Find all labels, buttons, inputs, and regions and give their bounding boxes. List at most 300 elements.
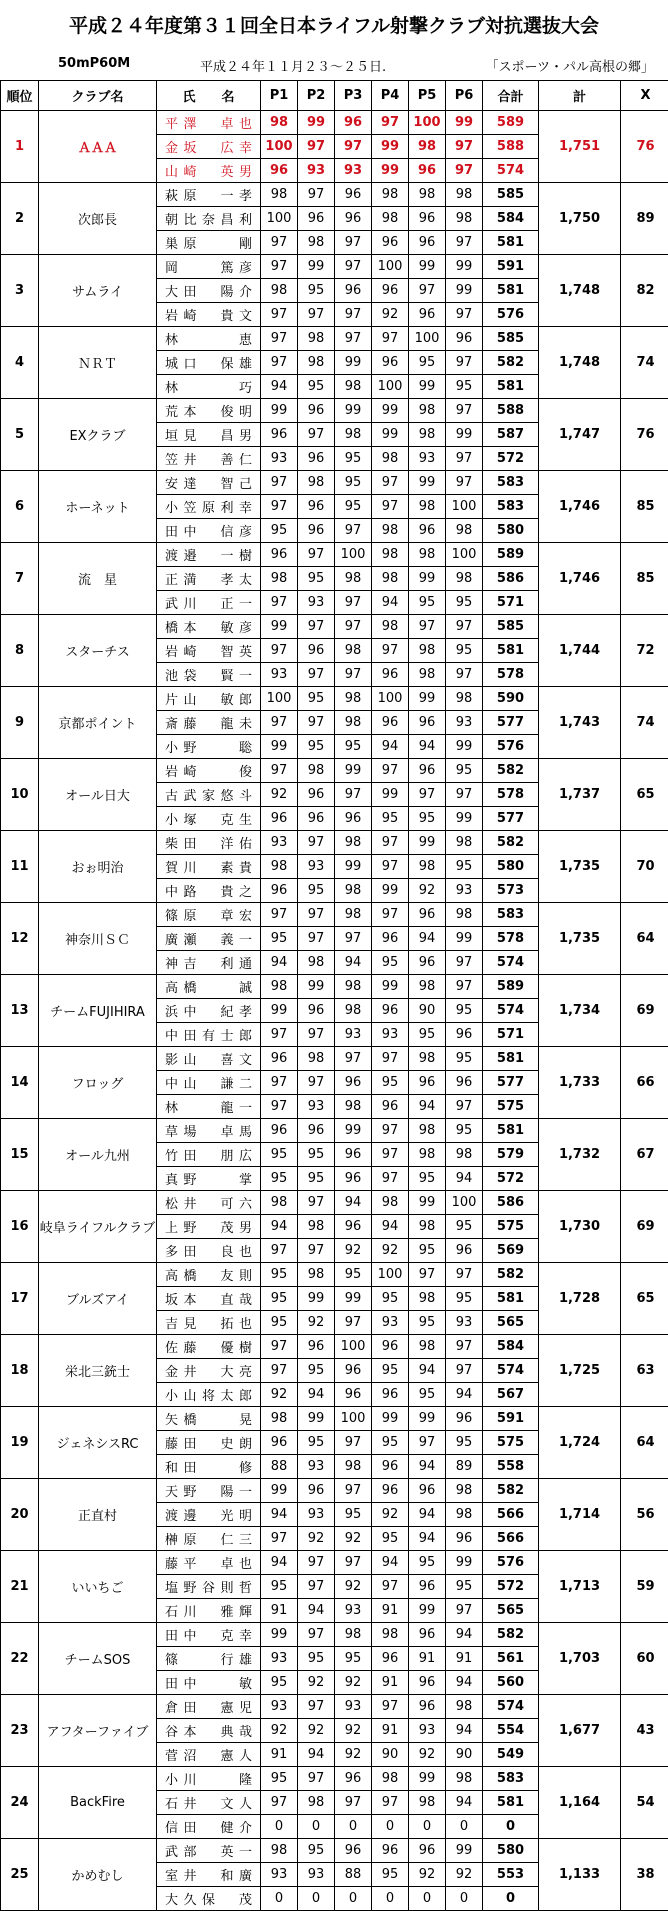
series-score-p3: 99 — [335, 1119, 372, 1143]
shooter-name: 石井 文人 — [157, 1791, 261, 1815]
shooter-total: 582 — [483, 759, 539, 783]
shooter-name: 渡邊 光明 — [157, 1503, 261, 1527]
header-name: 氏 名 — [157, 81, 261, 111]
team-rank: 10 — [1, 759, 39, 831]
series-score-p2: 97 — [298, 183, 335, 207]
series-score-p2: 97 — [298, 1239, 335, 1263]
series-score-p1: 98 — [261, 1191, 298, 1215]
shooter-total: 583 — [483, 1767, 539, 1791]
series-score-p4: 96 — [372, 1455, 409, 1479]
series-score-p5: 96 — [409, 1575, 446, 1599]
shooter-total: 577 — [483, 807, 539, 831]
series-score-p5: 94 — [409, 1503, 446, 1527]
series-score-p2: 98 — [298, 1215, 335, 1239]
series-score-p5: 95 — [409, 807, 446, 831]
series-score-p5: 98 — [409, 1215, 446, 1239]
series-score-p3: 92 — [335, 1239, 372, 1263]
team-rank: 24 — [1, 1767, 39, 1839]
team-club-name: オール九州 — [39, 1119, 157, 1191]
team-club-name: 正直村 — [39, 1479, 157, 1551]
series-score-p1: 96 — [261, 1047, 298, 1071]
shooter-name: 倉田 憲児 — [157, 1695, 261, 1719]
series-score-p1: 96 — [261, 543, 298, 567]
series-score-p5: 100 — [409, 327, 446, 351]
series-score-p2: 98 — [298, 759, 335, 783]
series-score-p1: 97 — [261, 471, 298, 495]
shooter-total: 571 — [483, 591, 539, 615]
series-score-p5: 94 — [409, 1527, 446, 1551]
series-score-p6: 95 — [446, 1215, 483, 1239]
team-grand-total: 1,743 — [539, 687, 621, 759]
series-score-p4: 99 — [372, 879, 409, 903]
series-score-p2: 97 — [298, 135, 335, 159]
series-score-p2: 95 — [298, 1167, 335, 1191]
shooter-total: 572 — [483, 447, 539, 471]
series-score-p1: 92 — [261, 783, 298, 807]
series-score-p2: 98 — [298, 327, 335, 351]
team-grand-total: 1,677 — [539, 1695, 621, 1767]
series-score-p2: 94 — [298, 1743, 335, 1767]
series-score-p5: 0 — [409, 1815, 446, 1839]
team-club-name: 神奈川ＳＣ — [39, 903, 157, 975]
shooter-name: 岩崎 貴文 — [157, 303, 261, 327]
series-score-p6: 99 — [446, 1839, 483, 1863]
table-row — [1, 831, 668, 855]
team-x-count: 76 — [621, 399, 668, 471]
series-score-p1: 95 — [261, 1143, 298, 1167]
series-score-p6: 98 — [446, 1767, 483, 1791]
series-score-p2: 97 — [298, 303, 335, 327]
shooter-name: 中田有士郎 — [157, 1023, 261, 1047]
series-score-p2: 97 — [298, 1551, 335, 1575]
series-score-p1: 95 — [261, 1671, 298, 1695]
shooter-total: 560 — [483, 1671, 539, 1695]
series-score-p3: 98 — [335, 879, 372, 903]
shooter-name: 神吉 利通 — [157, 951, 261, 975]
series-score-p1: 96 — [261, 1431, 298, 1455]
team-x-count: 65 — [621, 759, 668, 831]
team-x-count: 64 — [621, 903, 668, 975]
table-row — [1, 1623, 668, 1647]
series-score-p4: 96 — [372, 711, 409, 735]
series-score-p2: 92 — [298, 1311, 335, 1335]
series-score-p3: 97 — [335, 327, 372, 351]
table-row — [1, 975, 668, 999]
shooter-name: 松井 可六 — [157, 1191, 261, 1215]
series-score-p6: 100 — [446, 495, 483, 519]
series-score-p5: 93 — [409, 1719, 446, 1743]
series-score-p3: 100 — [335, 543, 372, 567]
series-score-p1: 0 — [261, 1815, 298, 1839]
team-grand-total: 1,746 — [539, 471, 621, 543]
team-x-count: 63 — [621, 1335, 668, 1407]
series-score-p1: 100 — [261, 687, 298, 711]
team-grand-total: 1,713 — [539, 1551, 621, 1623]
shooter-name: 萩原 一孝 — [157, 183, 261, 207]
team-club-name: 京都ポイント — [39, 687, 157, 759]
team-grand-total: 1,714 — [539, 1479, 621, 1551]
series-score-p1: 94 — [261, 1503, 298, 1527]
shooter-total: 576 — [483, 303, 539, 327]
table-row — [1, 1695, 668, 1719]
series-score-p1: 94 — [261, 1215, 298, 1239]
team-club-name: ジェネシスRC — [39, 1407, 157, 1479]
team-club-name: ＡＡＡ — [39, 111, 157, 183]
series-score-p4: 96 — [372, 663, 409, 687]
shooter-name: 片山 敏郎 — [157, 687, 261, 711]
series-score-p2: 98 — [298, 951, 335, 975]
table-row — [1, 327, 668, 351]
shooter-total: 573 — [483, 879, 539, 903]
series-score-p1: 99 — [261, 999, 298, 1023]
series-score-p6: 96 — [446, 327, 483, 351]
header-rank: 順位 — [1, 81, 39, 111]
series-score-p1: 98 — [261, 855, 298, 879]
series-score-p4: 98 — [372, 1767, 409, 1791]
series-score-p3: 96 — [335, 1071, 372, 1095]
team-rank: 23 — [1, 1695, 39, 1767]
series-score-p3: 96 — [335, 279, 372, 303]
series-score-p5: 97 — [409, 783, 446, 807]
series-score-p5: 95 — [409, 1239, 446, 1263]
event-code: 50mP60M — [58, 56, 130, 71]
team-rank: 2 — [1, 183, 39, 255]
team-club-name: かめむし — [39, 1839, 157, 1911]
shooter-name: 林 巧 — [157, 375, 261, 399]
series-score-p5: 96 — [409, 903, 446, 927]
team-rank: 9 — [1, 687, 39, 759]
team-x-count: 65 — [621, 1263, 668, 1335]
series-score-p3: 97 — [335, 1791, 372, 1815]
series-score-p5: 99 — [409, 471, 446, 495]
series-score-p4: 95 — [372, 951, 409, 975]
series-score-p6: 100 — [446, 543, 483, 567]
shooter-name: 上野 茂男 — [157, 1215, 261, 1239]
shooter-total: 567 — [483, 1383, 539, 1407]
series-score-p5: 95 — [409, 591, 446, 615]
shooter-name: 垣見 昌男 — [157, 423, 261, 447]
series-score-p5: 98 — [409, 135, 446, 159]
series-score-p3: 0 — [335, 1815, 372, 1839]
series-score-p4: 97 — [372, 1119, 409, 1143]
shooter-name: 影山 喜文 — [157, 1047, 261, 1071]
shooter-name: 城口 保雄 — [157, 351, 261, 375]
series-score-p4: 99 — [372, 423, 409, 447]
series-score-p2: 97 — [298, 1695, 335, 1719]
table-row — [1, 471, 668, 495]
series-score-p6: 98 — [446, 831, 483, 855]
team-rank: 14 — [1, 1047, 39, 1119]
series-score-p6: 97 — [446, 663, 483, 687]
shooter-name: 篠原 章宏 — [157, 903, 261, 927]
series-score-p6: 95 — [446, 759, 483, 783]
series-score-p4: 0 — [372, 1887, 409, 1911]
team-rank: 11 — [1, 831, 39, 903]
series-score-p4: 98 — [372, 567, 409, 591]
series-score-p4: 97 — [372, 471, 409, 495]
table-row — [1, 111, 668, 135]
series-score-p2: 97 — [298, 1575, 335, 1599]
shooter-name: 信田 健介 — [157, 1815, 261, 1839]
series-score-p6: 98 — [446, 207, 483, 231]
series-score-p3: 96 — [335, 1143, 372, 1167]
header-p2: P2 — [298, 81, 335, 111]
series-score-p3: 93 — [335, 1023, 372, 1047]
shooter-total: 575 — [483, 1095, 539, 1119]
series-score-p5: 92 — [409, 1863, 446, 1887]
series-score-p5: 98 — [409, 183, 446, 207]
series-score-p1: 93 — [261, 1647, 298, 1671]
team-grand-total: 1,748 — [539, 255, 621, 327]
shooter-name: 大田 陽介 — [157, 279, 261, 303]
series-score-p3: 98 — [335, 711, 372, 735]
series-score-p4: 96 — [372, 351, 409, 375]
shooter-name: 武川 正一 — [157, 591, 261, 615]
team-rank: 8 — [1, 615, 39, 687]
table-row — [1, 255, 668, 279]
series-score-p2: 95 — [298, 279, 335, 303]
header-row — [1, 81, 668, 111]
team-rank: 21 — [1, 1551, 39, 1623]
series-score-p6: 97 — [446, 1263, 483, 1287]
shooter-name: 和田 修 — [157, 1455, 261, 1479]
series-score-p5: 96 — [409, 951, 446, 975]
shooter-total: 581 — [483, 1047, 539, 1071]
series-score-p2: 93 — [298, 1863, 335, 1887]
series-score-p1: 0 — [261, 1887, 298, 1911]
series-score-p4: 91 — [372, 1719, 409, 1743]
team-club-name: フロッグ — [39, 1047, 157, 1119]
series-score-p2: 96 — [298, 999, 335, 1023]
team-club-name: アフターファイブ — [39, 1695, 157, 1767]
series-score-p5: 98 — [409, 663, 446, 687]
series-score-p4: 95 — [372, 1287, 409, 1311]
series-score-p4: 91 — [372, 1671, 409, 1695]
series-score-p1: 99 — [261, 1623, 298, 1647]
team-x-count: 82 — [621, 255, 668, 327]
team-grand-total: 1,133 — [539, 1839, 621, 1911]
series-score-p3: 97 — [335, 135, 372, 159]
series-score-p6: 93 — [446, 1311, 483, 1335]
series-score-p2: 95 — [298, 735, 335, 759]
series-score-p3: 97 — [335, 783, 372, 807]
series-score-p1: 97 — [261, 327, 298, 351]
series-score-p3: 0 — [335, 1887, 372, 1911]
shooter-total: 582 — [483, 1623, 539, 1647]
team-club-name: 栄北三銃士 — [39, 1335, 157, 1407]
series-score-p3: 97 — [335, 255, 372, 279]
team-grand-total: 1,746 — [539, 543, 621, 615]
series-score-p5: 99 — [409, 687, 446, 711]
series-score-p4: 99 — [372, 159, 409, 183]
series-score-p2: 96 — [298, 519, 335, 543]
shooter-total: 588 — [483, 135, 539, 159]
shooter-name: 室井 和廣 — [157, 1863, 261, 1887]
series-score-p5: 97 — [409, 1263, 446, 1287]
header-p5: P5 — [409, 81, 446, 111]
series-score-p6: 98 — [446, 903, 483, 927]
series-score-p2: 96 — [298, 207, 335, 231]
team-x-count: 69 — [621, 1191, 668, 1263]
series-score-p1: 100 — [261, 135, 298, 159]
series-score-p4: 97 — [372, 1143, 409, 1167]
series-score-p1: 95 — [261, 1767, 298, 1791]
team-grand-total: 1,733 — [539, 1047, 621, 1119]
series-score-p5: 96 — [409, 1623, 446, 1647]
team-rank: 1 — [1, 111, 39, 183]
series-score-p6: 99 — [446, 111, 483, 135]
shooter-name: 池袋 賢一 — [157, 663, 261, 687]
series-score-p4: 98 — [372, 615, 409, 639]
series-score-p4: 90 — [372, 1743, 409, 1767]
series-score-p1: 99 — [261, 615, 298, 639]
series-score-p1: 97 — [261, 303, 298, 327]
series-score-p2: 93 — [298, 1095, 335, 1119]
header-club: クラブ名 — [39, 81, 157, 111]
series-score-p1: 97 — [261, 1527, 298, 1551]
series-score-p4: 94 — [372, 1215, 409, 1239]
header-total: 合計 — [483, 81, 539, 111]
series-score-p3: 97 — [335, 591, 372, 615]
series-score-p6: 96 — [446, 1527, 483, 1551]
series-score-p1: 88 — [261, 1455, 298, 1479]
series-score-p6: 97 — [446, 1359, 483, 1383]
series-score-p1: 93 — [261, 663, 298, 687]
series-score-p3: 98 — [335, 1623, 372, 1647]
series-score-p5: 99 — [409, 255, 446, 279]
series-score-p3: 98 — [335, 423, 372, 447]
shooter-total: 549 — [483, 1743, 539, 1767]
series-score-p4: 97 — [372, 903, 409, 927]
shooter-name: 笠井 善仁 — [157, 447, 261, 471]
series-score-p6: 90 — [446, 1743, 483, 1767]
series-score-p4: 95 — [372, 1863, 409, 1887]
shooter-total: 581 — [483, 1119, 539, 1143]
series-score-p1: 96 — [261, 1119, 298, 1143]
series-score-p4: 97 — [372, 639, 409, 663]
shooter-total: 590 — [483, 687, 539, 711]
series-score-p1: 98 — [261, 1839, 298, 1863]
series-score-p4: 99 — [372, 399, 409, 423]
series-score-p5: 96 — [409, 159, 446, 183]
shooter-name: 佐藤 優樹 — [157, 1335, 261, 1359]
series-score-p3: 95 — [335, 1503, 372, 1527]
series-score-p6: 97 — [446, 1095, 483, 1119]
series-score-p1: 99 — [261, 1479, 298, 1503]
series-score-p1: 100 — [261, 207, 298, 231]
series-score-p1: 96 — [261, 159, 298, 183]
shooter-total: 574 — [483, 951, 539, 975]
series-score-p6: 97 — [446, 303, 483, 327]
series-score-p4: 98 — [372, 447, 409, 471]
shooter-total: 566 — [483, 1503, 539, 1527]
series-score-p3: 92 — [335, 1527, 372, 1551]
shooter-name: 朝比奈昌利 — [157, 207, 261, 231]
series-score-p3: 92 — [335, 1575, 372, 1599]
series-score-p3: 93 — [335, 1695, 372, 1719]
series-score-p6: 100 — [446, 1191, 483, 1215]
shooter-total: 571 — [483, 1023, 539, 1047]
team-rank: 7 — [1, 543, 39, 615]
team-grand-total: 1,744 — [539, 615, 621, 687]
series-score-p4: 96 — [372, 1647, 409, 1671]
series-score-p5: 98 — [409, 543, 446, 567]
series-score-p3: 94 — [335, 951, 372, 975]
series-score-p5: 98 — [409, 423, 446, 447]
series-score-p2: 99 — [298, 975, 335, 999]
table-row — [1, 399, 668, 423]
series-score-p1: 91 — [261, 1599, 298, 1623]
shooter-total: 574 — [483, 159, 539, 183]
team-grand-total: 1,735 — [539, 903, 621, 975]
series-score-p1: 95 — [261, 1575, 298, 1599]
team-x-count: 70 — [621, 831, 668, 903]
shooter-total: 583 — [483, 495, 539, 519]
series-score-p6: 97 — [446, 783, 483, 807]
shooter-name: 武部 英一 — [157, 1839, 261, 1863]
shooter-name: 安達 智己 — [157, 471, 261, 495]
team-x-count: 85 — [621, 543, 668, 615]
series-score-p2: 95 — [298, 879, 335, 903]
shooter-total: 583 — [483, 471, 539, 495]
series-score-p4: 96 — [372, 999, 409, 1023]
shooter-name: 田中 克幸 — [157, 1623, 261, 1647]
series-score-p6: 95 — [446, 639, 483, 663]
shooter-name: 賀川 素貴 — [157, 855, 261, 879]
series-score-p3: 98 — [335, 687, 372, 711]
shooter-name: 小笠原利幸 — [157, 495, 261, 519]
series-score-p4: 99 — [372, 1407, 409, 1431]
series-score-p5: 98 — [409, 639, 446, 663]
team-rank: 18 — [1, 1335, 39, 1407]
shooter-name: 天野 陽一 — [157, 1479, 261, 1503]
header-p6: P6 — [446, 81, 483, 111]
series-score-p5: 95 — [409, 1167, 446, 1191]
series-score-p5: 99 — [409, 567, 446, 591]
series-score-p3: 95 — [335, 735, 372, 759]
series-score-p1: 96 — [261, 879, 298, 903]
series-score-p5: 92 — [409, 1743, 446, 1767]
series-score-p6: 99 — [446, 255, 483, 279]
team-grand-total: 1,735 — [539, 831, 621, 903]
shooter-name: 竹田 朋広 — [157, 1143, 261, 1167]
series-score-p6: 96 — [446, 1071, 483, 1095]
series-score-p2: 99 — [298, 255, 335, 279]
team-x-count: 74 — [621, 327, 668, 399]
shooter-total: 575 — [483, 1431, 539, 1455]
series-score-p5: 95 — [409, 1551, 446, 1575]
series-score-p6: 99 — [446, 423, 483, 447]
team-x-count: 72 — [621, 615, 668, 687]
series-score-p6: 95 — [446, 999, 483, 1023]
series-score-p5: 100 — [409, 111, 446, 135]
series-score-p5: 98 — [409, 1143, 446, 1167]
series-score-p6: 92 — [446, 1863, 483, 1887]
shooter-name: 高橋 誠 — [157, 975, 261, 999]
series-score-p1: 98 — [261, 183, 298, 207]
series-score-p1: 94 — [261, 375, 298, 399]
series-score-p2: 96 — [298, 495, 335, 519]
series-score-p2: 98 — [298, 471, 335, 495]
shooter-total: 582 — [483, 1479, 539, 1503]
series-score-p5: 93 — [409, 447, 446, 471]
series-score-p2: 98 — [298, 1791, 335, 1815]
shooter-name: 篠 行雄 — [157, 1647, 261, 1671]
shooter-name: 古武家悠斗 — [157, 783, 261, 807]
shooter-total: 574 — [483, 999, 539, 1023]
series-score-p2: 92 — [298, 1527, 335, 1551]
shooter-name: 小野 聡 — [157, 735, 261, 759]
